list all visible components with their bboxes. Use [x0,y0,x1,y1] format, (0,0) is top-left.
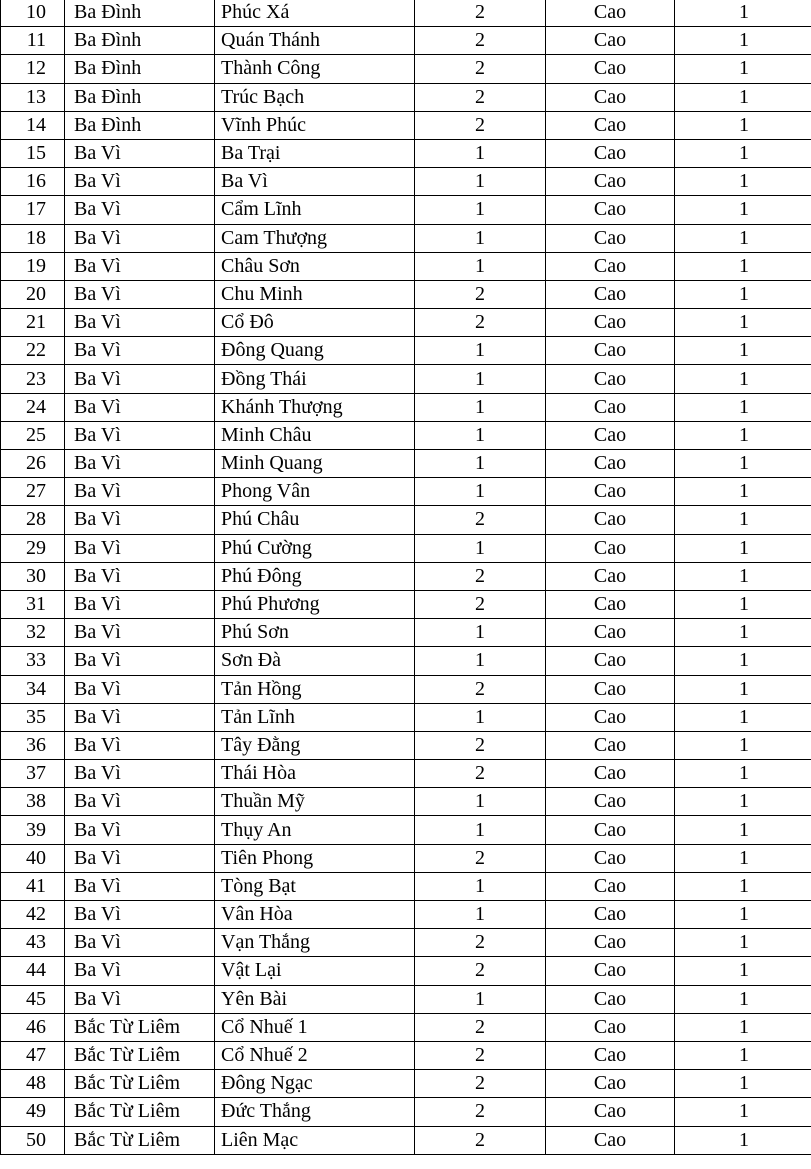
table-row [1,731,811,759]
cell-ward: Phong Vân [215,478,415,506]
cell-district: Ba Vì [65,421,215,449]
cell-ward: Phúc Xá [215,0,415,27]
cell-level: 1 [415,647,546,675]
cell-rank: Cao [546,844,675,872]
table-row [1,196,811,224]
cell-rank: Cao [546,83,675,111]
cell-ward: Phú Châu [215,506,415,534]
cell-count: 1 [675,0,811,27]
cell-level: 1 [415,872,546,900]
cell-district: Ba Vì [65,985,215,1013]
table-row [1,252,811,280]
cell-level: 1 [415,534,546,562]
table-row [1,365,811,393]
cell-count: 1 [675,365,811,393]
table-row [1,421,811,449]
table-row [1,957,811,985]
cell-district: Bắc Từ Liêm [65,1070,215,1098]
cell-rank: Cao [546,55,675,83]
cell-rank: Cao [546,647,675,675]
cell-district: Bắc Từ Liêm [65,1041,215,1069]
cell-ward: Đông Quang [215,337,415,365]
cell-district: Ba Vì [65,562,215,590]
cell-ward: Quán Thánh [215,27,415,55]
cell-count: 1 [675,55,811,83]
cell-ward: Minh Châu [215,421,415,449]
cell-count: 1 [675,139,811,167]
table-row [1,506,811,534]
cell-count: 1 [675,224,811,252]
cell-row-number: 16 [1,168,65,196]
cell-ward: Châu Sơn [215,252,415,280]
cell-ward: Tòng Bạt [215,872,415,900]
cell-count: 1 [675,872,811,900]
cell-count: 1 [675,280,811,308]
cell-level: 2 [415,929,546,957]
cell-district: Ba Vì [65,224,215,252]
cell-rank: Cao [546,168,675,196]
cell-ward: Thụy An [215,816,415,844]
cell-row-number: 19 [1,252,65,280]
cell-count: 1 [675,1098,811,1126]
table-row [1,280,811,308]
cell-rank: Cao [546,1070,675,1098]
cell-district: Ba Đình [65,27,215,55]
table-row [1,901,811,929]
cell-rank: Cao [546,816,675,844]
cell-ward: Cổ Đô [215,309,415,337]
cell-district: Ba Đình [65,111,215,139]
cell-level: 2 [415,731,546,759]
cell-level: 1 [415,901,546,929]
cell-district: Bắc Từ Liêm [65,1126,215,1154]
cell-row-number: 36 [1,731,65,759]
cell-ward: Tiên Phong [215,844,415,872]
cell-count: 1 [675,450,811,478]
cell-level: 1 [415,421,546,449]
cell-rank: Cao [546,675,675,703]
cell-ward: Sơn Đà [215,647,415,675]
cell-ward: Phú Đông [215,562,415,590]
table-row [1,111,811,139]
table-row [1,139,811,167]
cell-row-number: 26 [1,450,65,478]
cell-rank: Cao [546,929,675,957]
cell-row-number: 49 [1,1098,65,1126]
cell-row-number: 28 [1,506,65,534]
cell-row-number: 35 [1,703,65,731]
cell-ward: Tản Hồng [215,675,415,703]
table-row [1,337,811,365]
cell-ward: Yên Bài [215,985,415,1013]
cell-district: Ba Vì [65,816,215,844]
cell-rank: Cao [546,534,675,562]
cell-level: 1 [415,139,546,167]
cell-level: 1 [415,168,546,196]
cell-level: 2 [415,1013,546,1041]
cell-count: 1 [675,1126,811,1154]
cell-level: 2 [415,562,546,590]
cell-row-number: 33 [1,647,65,675]
cell-rank: Cao [546,224,675,252]
table-row [1,562,811,590]
cell-count: 1 [675,309,811,337]
cell-row-number: 27 [1,478,65,506]
cell-ward: Ba Vì [215,168,415,196]
cell-ward: Đồng Thái [215,365,415,393]
cell-level: 2 [415,1126,546,1154]
cell-count: 1 [675,1041,811,1069]
cell-row-number: 42 [1,901,65,929]
cell-level: 1 [415,478,546,506]
cell-count: 1 [675,168,811,196]
cell-count: 1 [675,393,811,421]
cell-level: 2 [415,280,546,308]
table-row [1,309,811,337]
table-row [1,27,811,55]
cell-rank: Cao [546,1126,675,1154]
cell-level: 2 [415,309,546,337]
cell-ward: Minh Quang [215,450,415,478]
table-row [1,788,811,816]
cell-row-number: 18 [1,224,65,252]
cell-level: 2 [415,1041,546,1069]
cell-row-number: 25 [1,421,65,449]
cell-ward: Ba Trại [215,139,415,167]
cell-count: 1 [675,83,811,111]
cell-row-number: 17 [1,196,65,224]
cell-count: 1 [675,1070,811,1098]
table-row [1,55,811,83]
cell-ward: Thuần Mỹ [215,788,415,816]
cell-district: Ba Vì [65,478,215,506]
cell-row-number: 24 [1,393,65,421]
cell-row-number: 48 [1,1070,65,1098]
cell-row-number: 13 [1,83,65,111]
table-row [1,760,811,788]
cell-level: 1 [415,450,546,478]
cell-row-number: 39 [1,816,65,844]
cell-rank: Cao [546,1098,675,1126]
cell-rank: Cao [546,1013,675,1041]
cell-count: 1 [675,957,811,985]
cell-rank: Cao [546,478,675,506]
cell-ward: Đức Thắng [215,1098,415,1126]
cell-district: Ba Vì [65,957,215,985]
cell-district: Ba Vì [65,309,215,337]
cell-district: Ba Vì [65,760,215,788]
cell-level: 1 [415,224,546,252]
cell-rank: Cao [546,985,675,1013]
cell-ward: Cổ Nhuế 2 [215,1041,415,1069]
cell-count: 1 [675,647,811,675]
cell-level: 1 [415,703,546,731]
cell-row-number: 32 [1,619,65,647]
cell-level: 2 [415,83,546,111]
cell-ward: Trúc Bạch [215,83,415,111]
cell-row-number: 43 [1,929,65,957]
cell-rank: Cao [546,788,675,816]
cell-level: 1 [415,252,546,280]
cell-district: Ba Vì [65,647,215,675]
cell-ward: Vật Lại [215,957,415,985]
cell-rank: Cao [546,619,675,647]
cell-rank: Cao [546,450,675,478]
cell-rank: Cao [546,421,675,449]
cell-count: 1 [675,816,811,844]
cell-level: 2 [415,27,546,55]
cell-count: 1 [675,27,811,55]
cell-row-number: 46 [1,1013,65,1041]
cell-ward: Phú Cường [215,534,415,562]
cell-rank: Cao [546,252,675,280]
cell-district: Ba Vì [65,844,215,872]
cell-level: 1 [415,985,546,1013]
cell-level: 1 [415,337,546,365]
cell-row-number: 37 [1,760,65,788]
table-row [1,1126,811,1154]
table-body [1,0,811,1154]
cell-row-number: 34 [1,675,65,703]
cell-rank: Cao [546,703,675,731]
cell-count: 1 [675,901,811,929]
table-row [1,0,811,27]
cell-count: 1 [675,619,811,647]
cell-rank: Cao [546,365,675,393]
cell-count: 1 [675,731,811,759]
cell-district: Ba Đình [65,55,215,83]
cell-count: 1 [675,196,811,224]
table-row [1,844,811,872]
cell-ward: Vĩnh Phúc [215,111,415,139]
cell-rank: Cao [546,0,675,27]
cell-district: Ba Vì [65,929,215,957]
cell-level: 2 [415,844,546,872]
cell-district: Ba Vì [65,619,215,647]
table-row [1,1098,811,1126]
cell-level: 1 [415,816,546,844]
cell-district: Ba Vì [65,590,215,618]
cell-ward: Cam Thượng [215,224,415,252]
table-row [1,647,811,675]
cell-rank: Cao [546,590,675,618]
cell-district: Ba Vì [65,675,215,703]
cell-rank: Cao [546,111,675,139]
table-row [1,675,811,703]
cell-row-number: 30 [1,562,65,590]
cell-district: Ba Vì [65,872,215,900]
table-row [1,985,811,1013]
cell-rank: Cao [546,760,675,788]
table-row [1,590,811,618]
cell-district: Ba Vì [65,139,215,167]
cell-district: Bắc Từ Liêm [65,1098,215,1126]
cell-row-number: 31 [1,590,65,618]
cell-row-number: 50 [1,1126,65,1154]
cell-count: 1 [675,675,811,703]
cell-level: 1 [415,788,546,816]
cell-row-number: 12 [1,55,65,83]
cell-rank: Cao [546,139,675,167]
cell-count: 1 [675,590,811,618]
table-row [1,929,811,957]
cell-level: 2 [415,1098,546,1126]
cell-rank: Cao [546,506,675,534]
cell-district: Ba Vì [65,450,215,478]
table-row [1,534,811,562]
cell-district: Ba Vì [65,731,215,759]
cell-level: 2 [415,0,546,27]
table-row [1,450,811,478]
cell-count: 1 [675,788,811,816]
cell-level: 1 [415,393,546,421]
cell-district: Ba Vì [65,280,215,308]
cell-district: Ba Đình [65,83,215,111]
cell-rank: Cao [546,196,675,224]
cell-level: 1 [415,365,546,393]
cell-level: 2 [415,675,546,703]
cell-rank: Cao [546,1041,675,1069]
cell-district: Ba Vì [65,703,215,731]
cell-district: Ba Vì [65,901,215,929]
cell-level: 1 [415,619,546,647]
cell-district: Bắc Từ Liêm [65,1013,215,1041]
cell-count: 1 [675,760,811,788]
cell-rank: Cao [546,901,675,929]
cell-rank: Cao [546,731,675,759]
cell-rank: Cao [546,27,675,55]
cell-rank: Cao [546,337,675,365]
cell-row-number: 20 [1,280,65,308]
cell-rank: Cao [546,393,675,421]
cell-level: 2 [415,111,546,139]
cell-row-number: 38 [1,788,65,816]
cell-rank: Cao [546,562,675,590]
cell-count: 1 [675,844,811,872]
cell-district: Ba Vì [65,393,215,421]
cell-ward: Liên Mạc [215,1126,415,1154]
cell-row-number: 15 [1,139,65,167]
cell-row-number: 44 [1,957,65,985]
table-row [1,83,811,111]
cell-count: 1 [675,929,811,957]
table-row [1,816,811,844]
cell-district: Ba Vì [65,168,215,196]
table-row [1,1070,811,1098]
cell-rank: Cao [546,872,675,900]
cell-row-number: 10 [1,0,65,27]
cell-district: Ba Vì [65,534,215,562]
cell-ward: Cẩm Lĩnh [215,196,415,224]
cell-ward: Thành Công [215,55,415,83]
cell-row-number: 23 [1,365,65,393]
cell-level: 2 [415,55,546,83]
cell-district: Ba Vì [65,252,215,280]
cell-ward: Thái Hòa [215,760,415,788]
cell-ward: Khánh Thượng [215,393,415,421]
table-row [1,1013,811,1041]
cell-level: 2 [415,957,546,985]
cell-row-number: 11 [1,27,65,55]
cell-row-number: 40 [1,844,65,872]
cell-level: 2 [415,1070,546,1098]
cell-count: 1 [675,111,811,139]
cell-district: Ba Vì [65,337,215,365]
cell-rank: Cao [546,280,675,308]
cell-count: 1 [675,506,811,534]
cell-count: 1 [675,421,811,449]
cell-ward: Vân Hòa [215,901,415,929]
cell-count: 1 [675,534,811,562]
cell-count: 1 [675,478,811,506]
cell-ward: Vạn Thắng [215,929,415,957]
cell-district: Ba Đình [65,0,215,27]
cell-row-number: 47 [1,1041,65,1069]
table-row [1,224,811,252]
cell-count: 1 [675,703,811,731]
cell-district: Ba Vì [65,365,215,393]
cell-level: 1 [415,196,546,224]
cell-count: 1 [675,1013,811,1041]
table-row [1,478,811,506]
cell-level: 2 [415,590,546,618]
table-row [1,703,811,731]
cell-row-number: 45 [1,985,65,1013]
cell-ward: Tản Lĩnh [215,703,415,731]
cell-row-number: 21 [1,309,65,337]
cell-count: 1 [675,252,811,280]
cell-count: 1 [675,337,811,365]
cell-row-number: 22 [1,337,65,365]
cell-rank: Cao [546,309,675,337]
table-row [1,872,811,900]
table-row [1,1041,811,1069]
table-row [1,168,811,196]
cell-district: Ba Vì [65,788,215,816]
cell-rank: Cao [546,957,675,985]
cell-ward: Tây Đằng [215,731,415,759]
cell-row-number: 29 [1,534,65,562]
cell-ward: Chu Minh [215,280,415,308]
cell-district: Ba Vì [65,506,215,534]
cell-level: 2 [415,760,546,788]
cell-district: Ba Vì [65,196,215,224]
cell-level: 2 [415,506,546,534]
cell-ward: Đông Ngạc [215,1070,415,1098]
cell-count: 1 [675,985,811,1013]
table-row [1,619,811,647]
cell-row-number: 41 [1,872,65,900]
cell-count: 1 [675,562,811,590]
cell-ward: Phú Sơn [215,619,415,647]
cell-ward: Cổ Nhuế 1 [215,1013,415,1041]
table-row [1,393,811,421]
cell-ward: Phú Phương [215,590,415,618]
cell-row-number: 14 [1,111,65,139]
